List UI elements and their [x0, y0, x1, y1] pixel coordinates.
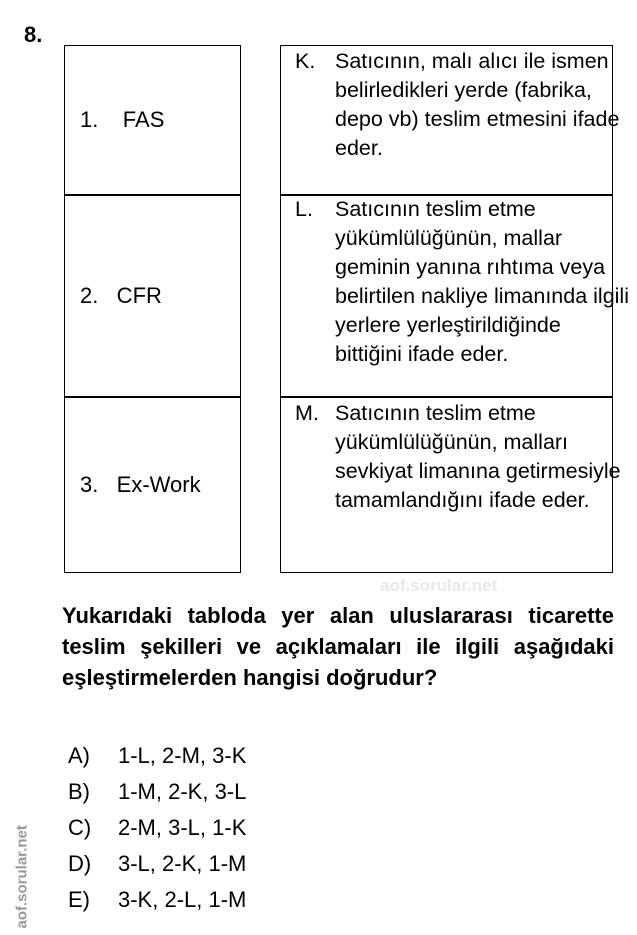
left-item-3: 3. Ex-Work — [80, 472, 201, 497]
option-text: 3-K, 2-L, 1-M — [118, 887, 247, 912]
item-text: Satıcının teslim etme yükümlülüğünün, malları sevkiyat limanına getirmesiyle tamamlandığını ifade eder. — [335, 401, 621, 512]
option-e[interactable] — [68, 887, 246, 913]
question-number: 8. — [24, 22, 43, 47]
option-text: 2-M, 3-L, 1-K — [118, 815, 247, 840]
left-item-2: 2. CFR — [80, 283, 162, 308]
option-label: E) — [68, 887, 90, 912]
option-label: B) — [68, 779, 90, 804]
option-d[interactable] — [68, 851, 246, 877]
option-text: 1-L, 2-M, 3-K — [118, 743, 247, 768]
item-label: K. — [295, 49, 316, 73]
option-a[interactable] — [68, 743, 246, 769]
option-c[interactable] — [68, 815, 246, 841]
option-text: 3-L, 2-K, 1-M — [118, 851, 247, 876]
item-text: Satıcının, malı alıcı ile ismen belirledikleri yerde (fabrika, depo vb) teslim etmesini ifade eder. — [335, 49, 620, 160]
item-label: M. — [295, 401, 319, 425]
option-b[interactable] — [68, 779, 246, 805]
option-label: A) — [68, 743, 90, 768]
option-label: C) — [68, 815, 92, 840]
watermark-top: aof.sorular.net — [380, 576, 498, 595]
option-text: 1-M, 2-K, 3-L — [118, 779, 247, 804]
item-text: Satıcının teslim etme yükümlülüğünün, mallar geminin yanına rıhtıma veya belirtilen nakliye limanında ilgili yerlere yerleştirildiğinde bittiğini ifade eder. — [335, 197, 629, 366]
option-label: D) — [68, 851, 92, 876]
watermark-side: aof.sorular.net — [13, 825, 31, 929]
item-label: L. — [295, 197, 313, 221]
left-item-1: 1. FAS — [80, 107, 165, 132]
question-text: Yukarıdaki tabloda yer alan uluslararası ticarette teslim şekilleri ve açıklamaları ile ilgili aşağıdaki eşleştirmelerden hangisi doğrudur? — [62, 603, 614, 690]
